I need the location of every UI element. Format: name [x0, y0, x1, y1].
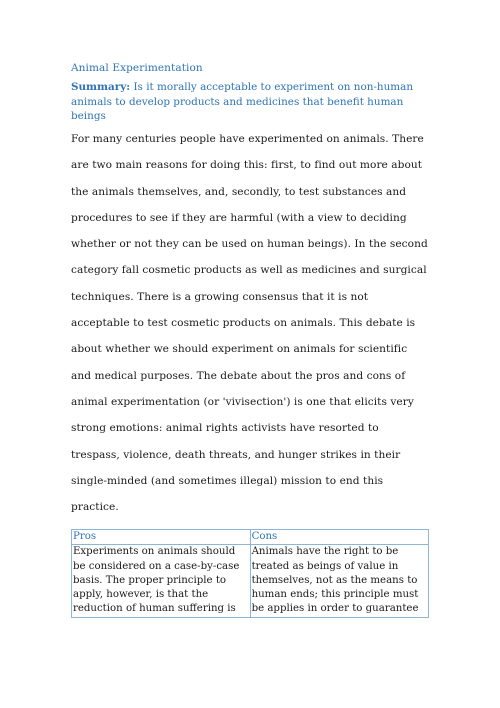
body-paragraph: For many centuries people have experimented on animals. There are two main reasons for doing this: first, to find out more about the animals themselves, and, secondly, to test substances and procedures to see if they are harmful (with a view to deciding whether or not they can be used on human beings). In the second category fall cosmetic products as well as medicines and surgical techniques. There is a growing consensus that it is not acceptable to test cosmetic products on animals. This debate is about whether we should experiment on animals for scientific and medical purposes. The debate about the pros and cons of animal experimentation (or 'vivisection') is one that elicits very strong emotions: animal rights activists have resorted to trespass, violence, death threats, and hunger strikes in their single-minded (and sometimes illegal) mission to end this practice. — [71, 133, 428, 514]
cons-cell: Animals have the right to be treated as beings of value in themselves, not as the means to human ends; this principle must be applies in order to guarantee — [250, 545, 428, 617]
document-title: Animal Experimentation — [71, 62, 203, 74]
summary-paragraph — [71, 80, 416, 124]
summary-text: Is it morally acceptable to experiment on non-human animals to develop products and medicines that benefit human beings — [71, 81, 414, 123]
pros-cons-table — [71, 529, 429, 618]
pros-header: Pros — [72, 530, 251, 545]
summary-label: Summary: — [71, 81, 131, 93]
table-row — [72, 545, 429, 617]
table-header-row — [72, 530, 429, 545]
pros-cell: Experiments on animals should be considered on a case-by-case basis. The proper principle to apply, however, is that the reduction of human suffering is — [72, 545, 251, 617]
cons-header: Cons — [250, 530, 428, 545]
